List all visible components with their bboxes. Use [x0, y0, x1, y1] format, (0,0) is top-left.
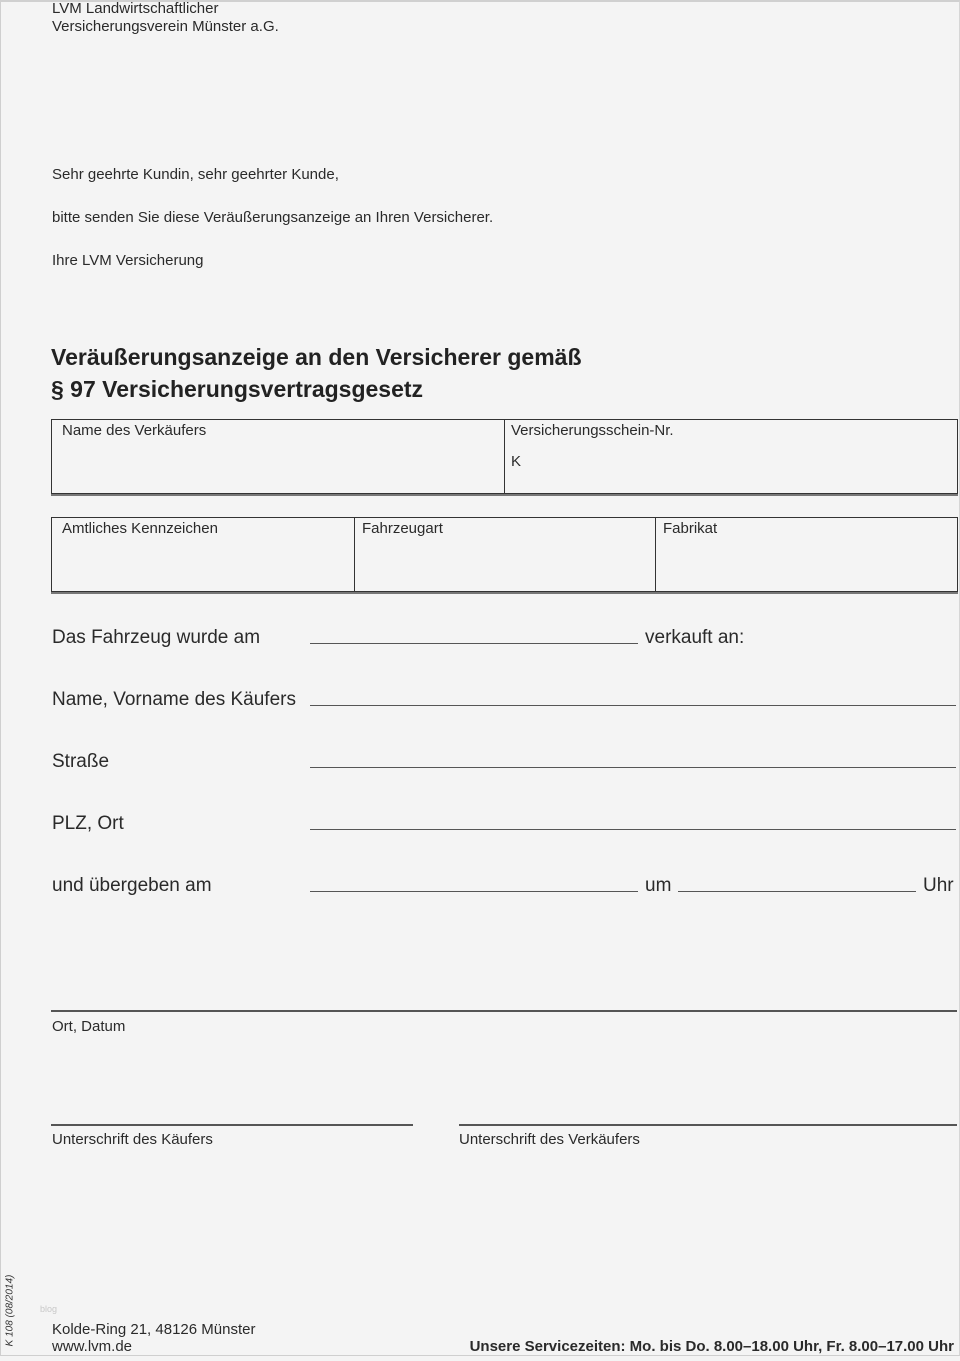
sender-line-1: LVM Landwirtschaftlicher — [52, 0, 219, 17]
at-label: um — [645, 875, 672, 896]
salutation: Sehr geehrte Kundin, sehr geehrter Kunde, — [52, 166, 339, 183]
place-date-label: Ort, Datum — [52, 1018, 126, 1035]
buyer-signature-label: Unterschrift des Käufers — [52, 1131, 213, 1148]
handover-time-input[interactable] — [678, 891, 916, 892]
footer-website[interactable]: www.lvm.de — [52, 1338, 133, 1355]
policy-prefix: K — [511, 453, 522, 470]
plate-field[interactable] — [52, 518, 354, 591]
form-title — [51, 341, 582, 405]
street-label: Straße — [52, 751, 110, 772]
seller-signature-input[interactable] — [459, 1124, 957, 1126]
vehicle-type-field[interactable] — [354, 518, 656, 591]
buyer-name-input[interactable] — [310, 705, 956, 706]
seller-signature-label: Unterschrift des Verkäufers — [459, 1131, 640, 1148]
footer-address-block — [52, 1321, 255, 1355]
seller-name-label: Name des Verkäufers — [62, 422, 207, 439]
vehicle-type-label: Fahrzeugart — [362, 520, 443, 537]
title-line-1: Veräußerungsanzeige an den Versicherer gemäß — [51, 344, 582, 370]
letter-body: bitte senden Sie diese Veräußerungsanzeige an Ihren Versicherer. — [52, 209, 494, 226]
vehicle-info-box — [51, 517, 958, 592]
place-date-input[interactable] — [51, 1010, 957, 1012]
policy-number-label: Versicherungsschein-Nr. — [511, 422, 674, 439]
buyer-name-label: Name, Vorname des Käufers — [52, 689, 296, 710]
watermark: blog — [40, 1304, 58, 1314]
clock-label: Uhr — [923, 875, 954, 896]
service-hours: Unsere Servicezeiten: Mo. bis Do. 8.00–18.00 Uhr, Fr. 8.00–17.00 Uhr — [469, 1338, 954, 1355]
handed-over-label: und übergeben am — [52, 875, 212, 896]
zip-city-label: PLZ, Ort — [52, 813, 124, 834]
handover-date-input[interactable] — [310, 891, 638, 892]
plate-label: Amtliches Kennzeichen — [62, 520, 218, 537]
sold-to-label: verkauft an: — [645, 627, 745, 648]
make-field[interactable] — [655, 518, 957, 591]
sender-line-2: Versicherungsverein Münster a.G. — [52, 18, 279, 35]
policy-number-field[interactable] — [504, 420, 957, 493]
letter-closing: Ihre LVM Versicherung — [52, 252, 204, 269]
seller-name-field[interactable] — [52, 420, 504, 493]
zip-city-input[interactable] — [310, 829, 956, 830]
sold-on-label: Das Fahrzeug wurde am — [52, 627, 261, 648]
buyer-signature-input[interactable] — [51, 1124, 413, 1126]
sold-date-input[interactable] — [310, 643, 638, 644]
footer-address: Kolde-Ring 21, 48126 Münster — [52, 1321, 256, 1338]
title-line-2: § 97 Versicherungsvertragsgesetz — [51, 376, 424, 402]
seller-info-box — [51, 419, 958, 494]
sender-block — [52, 0, 279, 36]
make-label: Fabrikat — [663, 520, 718, 537]
street-input[interactable] — [310, 767, 956, 768]
form-code: K 108 (08/2014) — [4, 1274, 16, 1347]
